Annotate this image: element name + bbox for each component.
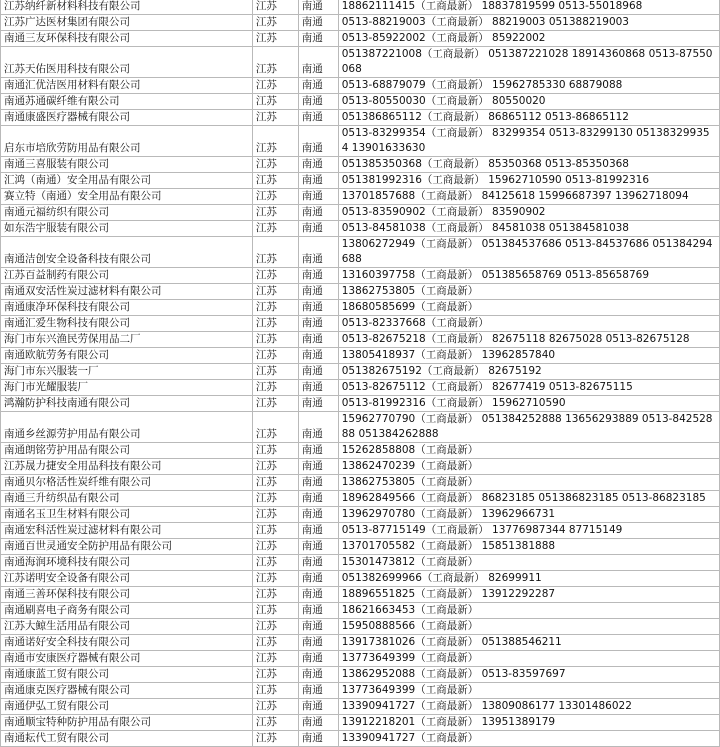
cell-province: 江苏: [252, 396, 298, 412]
cell-company: 江苏百益制药有限公司: [1, 268, 253, 284]
table-row: [1, 348, 720, 364]
cell-province: 江苏: [252, 284, 298, 300]
cell-province: 江苏: [252, 332, 298, 348]
cell-contact: 13962970780（工商最新） 13962966731: [338, 507, 719, 523]
cell-contact: 051387221008（工商最新） 051387221028 18914360868 0513-87550068: [338, 47, 719, 78]
table-row: [1, 126, 720, 157]
cell-contact: 15262858808（工商最新）: [338, 443, 719, 459]
cell-province: 江苏: [252, 475, 298, 491]
cell-company: 南通顺宝特种防护用品有限公司: [1, 715, 253, 731]
cell-company: 南通元福纺织有限公司: [1, 205, 253, 221]
cell-city: 南通: [298, 731, 338, 747]
cell-contact: 18962849566（工商最新） 86823185 051386823185 0513-86823185: [338, 491, 719, 507]
cell-company: 海门市光耀服装厂: [1, 380, 253, 396]
cell-company: 南通三升纺织品有限公司: [1, 491, 253, 507]
cell-province: 江苏: [252, 94, 298, 110]
cell-city: 南通: [298, 459, 338, 475]
cell-contact: 15962770790（工商最新） 051384252888 13656293889 0513-84252888 051384262888: [338, 412, 719, 443]
cell-contact: 13390941727（工商最新）: [338, 731, 719, 747]
cell-province: 江苏: [252, 348, 298, 364]
table-row: [1, 15, 720, 31]
cell-contact: 0513-83299354（工商最新） 83299354 0513-83299130 051383299354 13901633630: [338, 126, 719, 157]
cell-contact: 13701857688（工商最新） 84125618 15996687397 13962718094: [338, 189, 719, 205]
table-row: [1, 0, 720, 15]
table-row: [1, 31, 720, 47]
cell-contact: 051386865112（工商最新） 86865112 0513-86865112: [338, 110, 719, 126]
cell-contact: 13862753805（工商最新）: [338, 284, 719, 300]
cell-company: 南通朗铭劳护用品有限公司: [1, 443, 253, 459]
table-row: [1, 205, 720, 221]
cell-city: 南通: [298, 683, 338, 699]
cell-province: 江苏: [252, 380, 298, 396]
cell-company: 南通欧航劳务有限公司: [1, 348, 253, 364]
cell-contact: 051382699966（工商最新） 82699911: [338, 571, 719, 587]
table-row: [1, 47, 720, 78]
cell-province: 江苏: [252, 459, 298, 475]
cell-company: 南通伊弘工贸有限公司: [1, 699, 253, 715]
cell-province: 江苏: [252, 0, 298, 15]
cell-city: 南通: [298, 15, 338, 31]
cell-company: 南通康盛医疗器械有限公司: [1, 110, 253, 126]
cell-contact: 0513-82675218（工商最新） 82675118 82675028 0513-82675128: [338, 332, 719, 348]
cell-company: 南通诺好安全科技有限公司: [1, 635, 253, 651]
cell-contact: 15301473812（工商最新）: [338, 555, 719, 571]
cell-city: 南通: [298, 47, 338, 78]
cell-company: 南通三善环保科技有限公司: [1, 587, 253, 603]
cell-city: 南通: [298, 237, 338, 268]
cell-contact: 0513-84581038（工商最新） 84581038 051384581038: [338, 221, 719, 237]
cell-province: 江苏: [252, 237, 298, 268]
cell-contact: 15950888566（工商最新）: [338, 619, 719, 635]
cell-company: 南通海润环境科技有限公司: [1, 555, 253, 571]
table-row: [1, 316, 720, 332]
cell-contact: 13773649399（工商最新）: [338, 683, 719, 699]
cell-city: 南通: [298, 173, 338, 189]
cell-contact: 13862952088（工商最新） 0513-83597697: [338, 667, 719, 683]
cell-contact: 13805418937（工商最新） 13962857840: [338, 348, 719, 364]
table-row: [1, 555, 720, 571]
cell-company: 江苏晟力捷安全用品科技有限公司: [1, 459, 253, 475]
table-row: [1, 635, 720, 651]
cell-province: 江苏: [252, 316, 298, 332]
table-row: [1, 237, 720, 268]
cell-city: 南通: [298, 523, 338, 539]
cell-city: 南通: [298, 491, 338, 507]
cell-city: 南通: [298, 571, 338, 587]
cell-company: 南通苏通碳纤维有限公司: [1, 94, 253, 110]
table-row: [1, 699, 720, 715]
cell-province: 江苏: [252, 507, 298, 523]
cell-city: 南通: [298, 507, 338, 523]
cell-province: 江苏: [252, 715, 298, 731]
cell-contact: 0513-82337668（工商最新）: [338, 316, 719, 332]
cell-province: 江苏: [252, 205, 298, 221]
cell-city: 南通: [298, 380, 338, 396]
cell-province: 江苏: [252, 635, 298, 651]
cell-contact: 18896551825（工商最新） 13912292287: [338, 587, 719, 603]
cell-city: 南通: [298, 348, 338, 364]
cell-company: 南通名玉卫生材料有限公司: [1, 507, 253, 523]
table-row: [1, 667, 720, 683]
cell-city: 南通: [298, 284, 338, 300]
cell-company: 南通康蓝工贸有限公司: [1, 667, 253, 683]
cell-city: 南通: [298, 667, 338, 683]
cell-province: 江苏: [252, 571, 298, 587]
cell-contact: 13912218201（工商最新） 13951389179: [338, 715, 719, 731]
cell-city: 南通: [298, 126, 338, 157]
cell-company: 江苏大鲸生活用品有限公司: [1, 619, 253, 635]
table-row: [1, 332, 720, 348]
table-row: [1, 221, 720, 237]
table-row: [1, 651, 720, 667]
cell-city: 南通: [298, 157, 338, 173]
cell-company: 海门市东兴渔民劳保用品二厂: [1, 332, 253, 348]
cell-contact: 0513-81992316（工商最新） 15962710590: [338, 396, 719, 412]
cell-province: 江苏: [252, 126, 298, 157]
cell-company: 如东浩宇服装有限公司: [1, 221, 253, 237]
cell-company: 南通洁创安全设备科技有限公司: [1, 237, 253, 268]
cell-province: 江苏: [252, 523, 298, 539]
cell-company: 南通三喜服装有限公司: [1, 157, 253, 173]
table-row: [1, 507, 720, 523]
table-row: [1, 715, 720, 731]
cell-city: 南通: [298, 221, 338, 237]
cell-contact: 0513-82675112（工商最新） 82677419 0513-82675115: [338, 380, 719, 396]
cell-province: 江苏: [252, 173, 298, 189]
cell-company: 南通宏科活性炭过滤材料有限公司: [1, 523, 253, 539]
cell-city: 南通: [298, 635, 338, 651]
cell-city: 南通: [298, 364, 338, 380]
table-row: [1, 731, 720, 747]
cell-company: 南通汇爱生物科技有限公司: [1, 316, 253, 332]
cell-company: 南通耘代工贸有限公司: [1, 731, 253, 747]
cell-city: 南通: [298, 205, 338, 221]
cell-city: 南通: [298, 300, 338, 316]
cell-company: 南通刷喜电子商务有限公司: [1, 603, 253, 619]
cell-province: 江苏: [252, 667, 298, 683]
cell-province: 江苏: [252, 221, 298, 237]
cell-company: 鸿瀚防护科技南通有限公司: [1, 396, 253, 412]
cell-contact: 13862753805（工商最新）: [338, 475, 719, 491]
cell-province: 江苏: [252, 364, 298, 380]
table-row: [1, 380, 720, 396]
cell-city: 南通: [298, 396, 338, 412]
cell-province: 江苏: [252, 31, 298, 47]
table-row: [1, 619, 720, 635]
table-row: [1, 300, 720, 316]
cell-city: 南通: [298, 316, 338, 332]
cell-city: 南通: [298, 78, 338, 94]
cell-company: 南通乡丝源劳护用品有限公司: [1, 412, 253, 443]
cell-province: 江苏: [252, 268, 298, 284]
cell-company: 南通百世灵通安全防护用品有限公司: [1, 539, 253, 555]
table-row: [1, 396, 720, 412]
cell-city: 南通: [298, 587, 338, 603]
cell-city: 南通: [298, 603, 338, 619]
table-row: [1, 603, 720, 619]
table-row: [1, 284, 720, 300]
cell-province: 江苏: [252, 555, 298, 571]
cell-province: 江苏: [252, 651, 298, 667]
cell-contact: 13806272949（工商最新） 051384537686 0513-84537686 051384294688: [338, 237, 719, 268]
cell-company: 南通贝尔格活性炭纤维有限公司: [1, 475, 253, 491]
table-row: [1, 571, 720, 587]
cell-city: 南通: [298, 699, 338, 715]
cell-contact: 051382675192（工商最新） 82675192: [338, 364, 719, 380]
table-row: [1, 459, 720, 475]
cell-contact: 0513-68879079（工商最新） 15962785330 68879088: [338, 78, 719, 94]
table-row: [1, 412, 720, 443]
cell-contact: 0513-80550030（工商最新） 80550020: [338, 94, 719, 110]
cell-company: 南通汇优洁医用材料有限公司: [1, 78, 253, 94]
cell-city: 南通: [298, 619, 338, 635]
cell-company: 南通三友环保科技有限公司: [1, 31, 253, 47]
cell-city: 南通: [298, 651, 338, 667]
cell-contact: 18862111415（工商最新） 18837819599 0513-55018968: [338, 0, 719, 15]
cell-contact: 051381992316（工商最新） 15962710590 0513-81992316: [338, 173, 719, 189]
cell-contact: 0513-87715149（工商最新） 13776987344 87715149: [338, 523, 719, 539]
cell-city: 南通: [298, 715, 338, 731]
cell-company: 江苏诺明安全设备有限公司: [1, 571, 253, 587]
table-row: [1, 539, 720, 555]
cell-city: 南通: [298, 189, 338, 205]
cell-company: 启东市培欣劳防用品有限公司: [1, 126, 253, 157]
cell-city: 南通: [298, 443, 338, 459]
cell-province: 江苏: [252, 619, 298, 635]
table-row: [1, 491, 720, 507]
cell-company: 汇鸿（南通）安全用品有限公司: [1, 173, 253, 189]
cell-company: 南通双安活性炭过滤材料有限公司: [1, 284, 253, 300]
table-row: [1, 364, 720, 380]
cell-contact: 0513-83590902（工商最新） 83590902: [338, 205, 719, 221]
table-body: [1, 0, 720, 747]
cell-city: 南通: [298, 31, 338, 47]
table-row: [1, 189, 720, 205]
cell-city: 南通: [298, 268, 338, 284]
table-row: [1, 94, 720, 110]
cell-company: 南通市安康医疗器械有限公司: [1, 651, 253, 667]
cell-company: 江苏广达医材集团有限公司: [1, 15, 253, 31]
cell-city: 南通: [298, 110, 338, 126]
cell-province: 江苏: [252, 15, 298, 31]
cell-contact: 13917381026（工商最新） 051388546211: [338, 635, 719, 651]
table-row: [1, 78, 720, 94]
table-row: [1, 475, 720, 491]
cell-contact: 13701705582（工商最新） 15851381888: [338, 539, 719, 555]
cell-province: 江苏: [252, 491, 298, 507]
cell-contact: 13773649399（工商最新）: [338, 651, 719, 667]
cell-province: 江苏: [252, 300, 298, 316]
table-row: [1, 523, 720, 539]
cell-contact: 13390941727（工商最新） 13809086177 13301486022: [338, 699, 719, 715]
cell-province: 江苏: [252, 412, 298, 443]
table-row: [1, 587, 720, 603]
cell-city: 南通: [298, 332, 338, 348]
cell-company: 海门市东兴服装一厂: [1, 364, 253, 380]
cell-province: 江苏: [252, 683, 298, 699]
cell-contact: 13862470239（工商最新）: [338, 459, 719, 475]
cell-province: 江苏: [252, 539, 298, 555]
cell-company: 南通康净环保科技有限公司: [1, 300, 253, 316]
cell-contact: 13160397758（工商最新） 051385658769 0513-85658769: [338, 268, 719, 284]
cell-company: 江苏天佑医用科技有限公司: [1, 47, 253, 78]
cell-province: 江苏: [252, 699, 298, 715]
cell-province: 江苏: [252, 78, 298, 94]
cell-contact: 18621663453（工商最新）: [338, 603, 719, 619]
cell-contact: 051385350368（工商最新） 85350368 0513-85350368: [338, 157, 719, 173]
table-row: [1, 443, 720, 459]
cell-city: 南通: [298, 539, 338, 555]
cell-province: 江苏: [252, 587, 298, 603]
cell-city: 南通: [298, 555, 338, 571]
table-row: [1, 110, 720, 126]
cell-province: 江苏: [252, 603, 298, 619]
cell-province: 江苏: [252, 47, 298, 78]
cell-province: 江苏: [252, 731, 298, 747]
cell-city: 南通: [298, 412, 338, 443]
cell-contact: 18680585699（工商最新）: [338, 300, 719, 316]
cell-company: 江苏纳纤新材料科技有限公司: [1, 0, 253, 15]
cell-province: 江苏: [252, 110, 298, 126]
cell-contact: 0513-88219003（工商最新） 88219003 051388219003: [338, 15, 719, 31]
table-row: [1, 683, 720, 699]
cell-province: 江苏: [252, 189, 298, 205]
cell-contact: 0513-85922002（工商最新） 85922002: [338, 31, 719, 47]
cell-city: 南通: [298, 94, 338, 110]
table-row: [1, 173, 720, 189]
cell-city: 南通: [298, 475, 338, 491]
table-row: [1, 268, 720, 284]
cell-city: 南通: [298, 0, 338, 15]
cell-province: 江苏: [252, 443, 298, 459]
cell-company: 南通康克医疗器械有限公司: [1, 683, 253, 699]
cell-province: 江苏: [252, 157, 298, 173]
table-row: [1, 157, 720, 173]
cell-company: 赛立特（南通）安全用品有限公司: [1, 189, 253, 205]
